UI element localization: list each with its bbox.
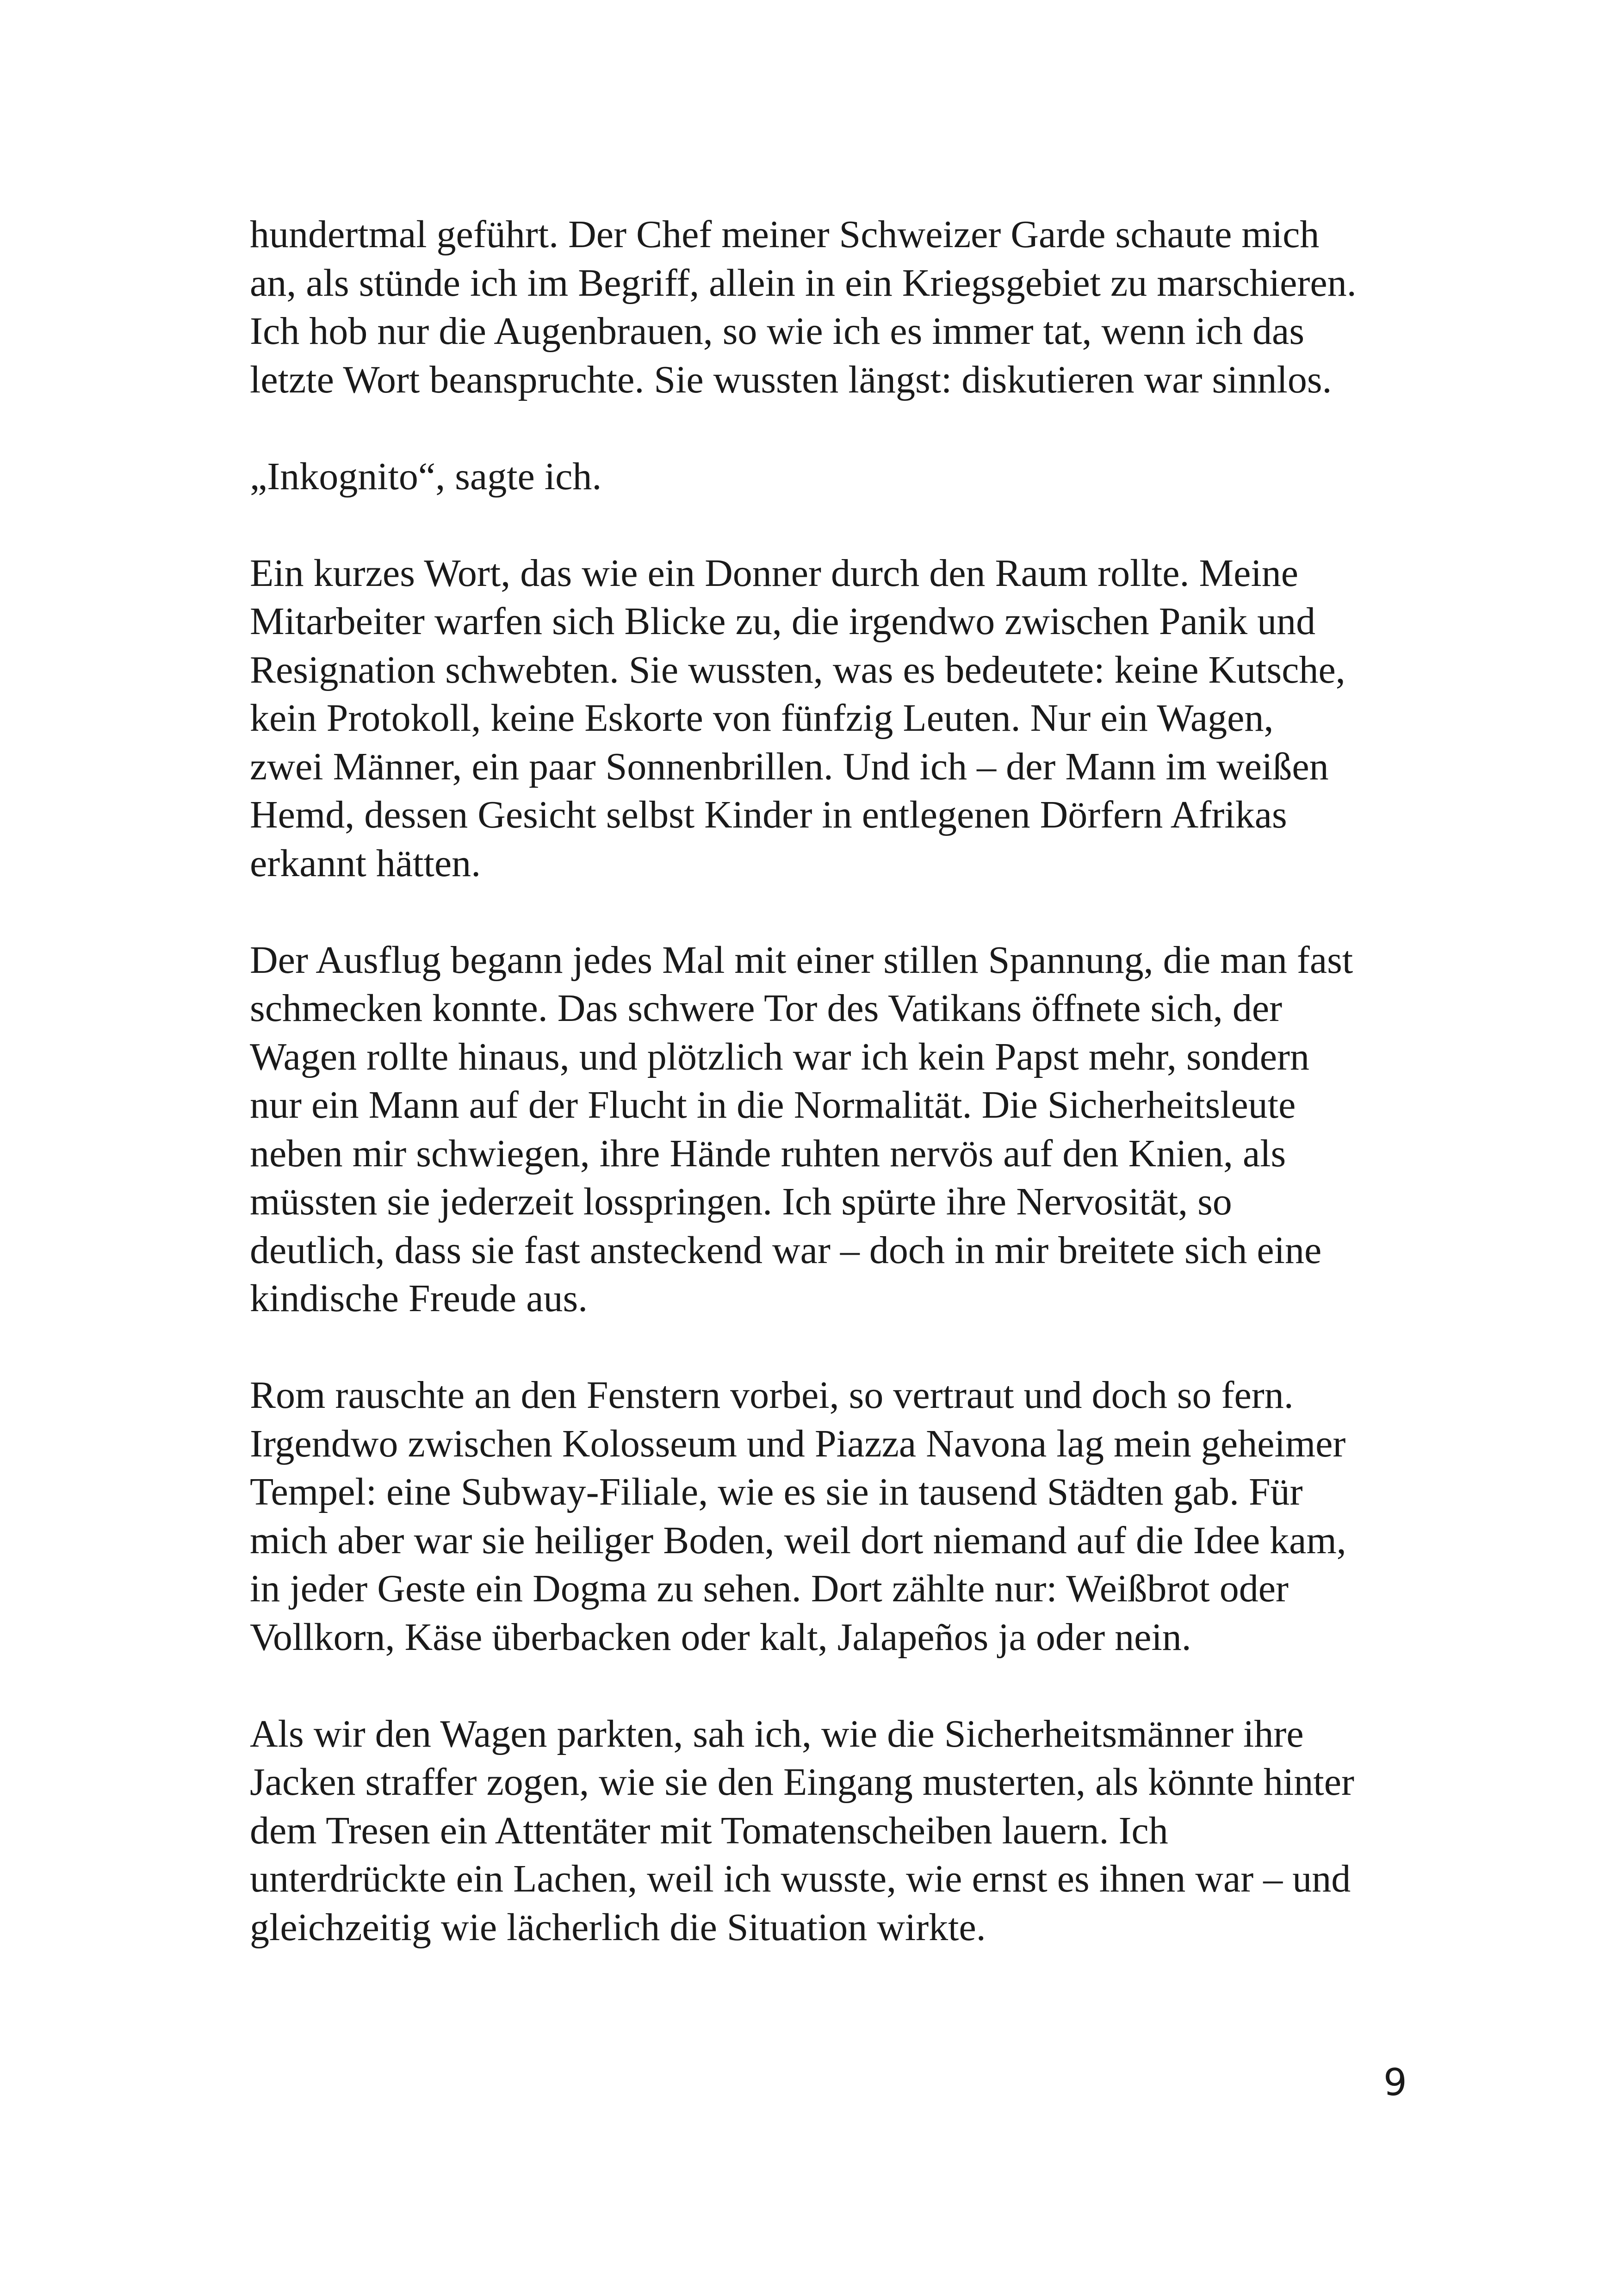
text-line: Mitarbeiter warfen sich Blicke zu, die irgendwo zwischen Panik und xyxy=(250,600,1316,643)
paragraph-gap xyxy=(250,404,1425,453)
paragraph-1 xyxy=(250,211,1425,404)
paragraph-gap xyxy=(250,501,1425,549)
text-line: an, als stünde ich im Begriff, allein in ein Kriegsgebiet zu marschieren. xyxy=(250,261,1357,305)
text-line: dem Tresen ein Attentäter mit Tomatenscheiben lauern. Ich xyxy=(250,1809,1168,1852)
text-line: schmecken konnte. Das schwere Tor des Vatikans öffnete sich, der xyxy=(250,987,1283,1030)
text-line: Der Ausflug begann jedes Mal mit einer stillen Spannung, die man fast xyxy=(250,938,1353,982)
paragraph-6 xyxy=(250,1710,1425,1952)
text-line: Hemd, dessen Gesicht selbst Kinder in entlegenen Dörfern Afrikas xyxy=(250,793,1287,836)
text-line: hundertmal geführt. Der Chef meiner Schweizer Garde schaute mich xyxy=(250,213,1320,256)
text-line: Wagen rollte hinaus, und plötzlich war ich kein Papst mehr, sondern xyxy=(250,1035,1309,1078)
text-line: deutlich, dass sie fast ansteckend war – doch in mir breitete sich eine xyxy=(250,1228,1322,1272)
text-line: letzte Wort beanspruchte. Sie wussten längst: diskutieren war sinnlos. xyxy=(250,358,1332,401)
text-line: kein Protokoll, keine Eskorte von fünfzig Leuten. Nur ein Wagen, xyxy=(250,697,1274,740)
text-line: neben mir schwiegen, ihre Hände ruhten nervös auf den Knien, als xyxy=(250,1132,1286,1175)
paragraph-gap xyxy=(250,1323,1425,1372)
text-line: Irgendwo zwischen Kolosseum und Piazza Navona lag mein geheimer xyxy=(250,1422,1346,1465)
text-line: Als wir den Wagen parkten, sah ich, wie die Sicherheitsmänner ihre xyxy=(250,1712,1304,1755)
text-line: Rom rauschte an den Fenstern vorbei, so vertraut und doch so fern. xyxy=(250,1374,1294,1417)
text-line: unterdrückte ein Lachen, weil ich wusste, wie ernst es ihnen war – und xyxy=(250,1857,1351,1900)
text-line: nur ein Mann auf der Flucht in die Normalität. Die Sicherheitsleute xyxy=(250,1083,1296,1126)
text-line: mich aber war sie heiliger Boden, weil dort niemand auf die Idee kam, xyxy=(250,1518,1346,1562)
text-line: Ich hob nur die Augenbrauen, so wie ich es immer tat, wenn ich das xyxy=(250,310,1305,353)
text-line: Vollkorn, Käse überbacken oder kalt, Jalapeños ja oder nein. xyxy=(250,1615,1191,1659)
paragraph-gap xyxy=(250,1661,1425,1710)
text-line: „Inkognito“, sagte ich. xyxy=(250,454,602,498)
paragraph-gap xyxy=(250,888,1425,936)
paragraph-4 xyxy=(250,936,1425,1323)
text-line: in jeder Geste ein Dogma zu sehen. Dort zählte nur: Weißbrot oder xyxy=(250,1567,1289,1610)
text-line: erkannt hätten. xyxy=(250,841,481,885)
text-line: Resignation schwebten. Sie wussten, was es bedeutete: keine Kutsche, xyxy=(250,648,1345,691)
text-line: Ein kurzes Wort, das wie ein Donner durch den Raum rollte. Meine xyxy=(250,551,1299,595)
text-line: Tempel: eine Subway-Filiale, wie es sie in tausend Städten gab. Für xyxy=(250,1470,1303,1513)
text-line: müssten sie jederzeit losspringen. Ich spürte ihre Nervosität, so xyxy=(250,1180,1232,1223)
text-line: kindische Freude aus. xyxy=(250,1277,588,1320)
paragraph-2 xyxy=(250,453,1425,501)
paragraph-3 xyxy=(250,549,1425,888)
text-line: Jacken straffer zogen, wie sie den Eingang musterten, als könnte hinter xyxy=(250,1761,1354,1804)
page-number: 9 xyxy=(1383,2061,1407,2104)
body-text xyxy=(250,211,1425,1952)
text-line: gleichzeitig wie lächerlich die Situation wirkte. xyxy=(250,1905,986,1949)
text-line: zwei Männer, ein paar Sonnenbrillen. Und ich – der Mann im weißen xyxy=(250,745,1329,788)
paragraph-5 xyxy=(250,1371,1425,1661)
